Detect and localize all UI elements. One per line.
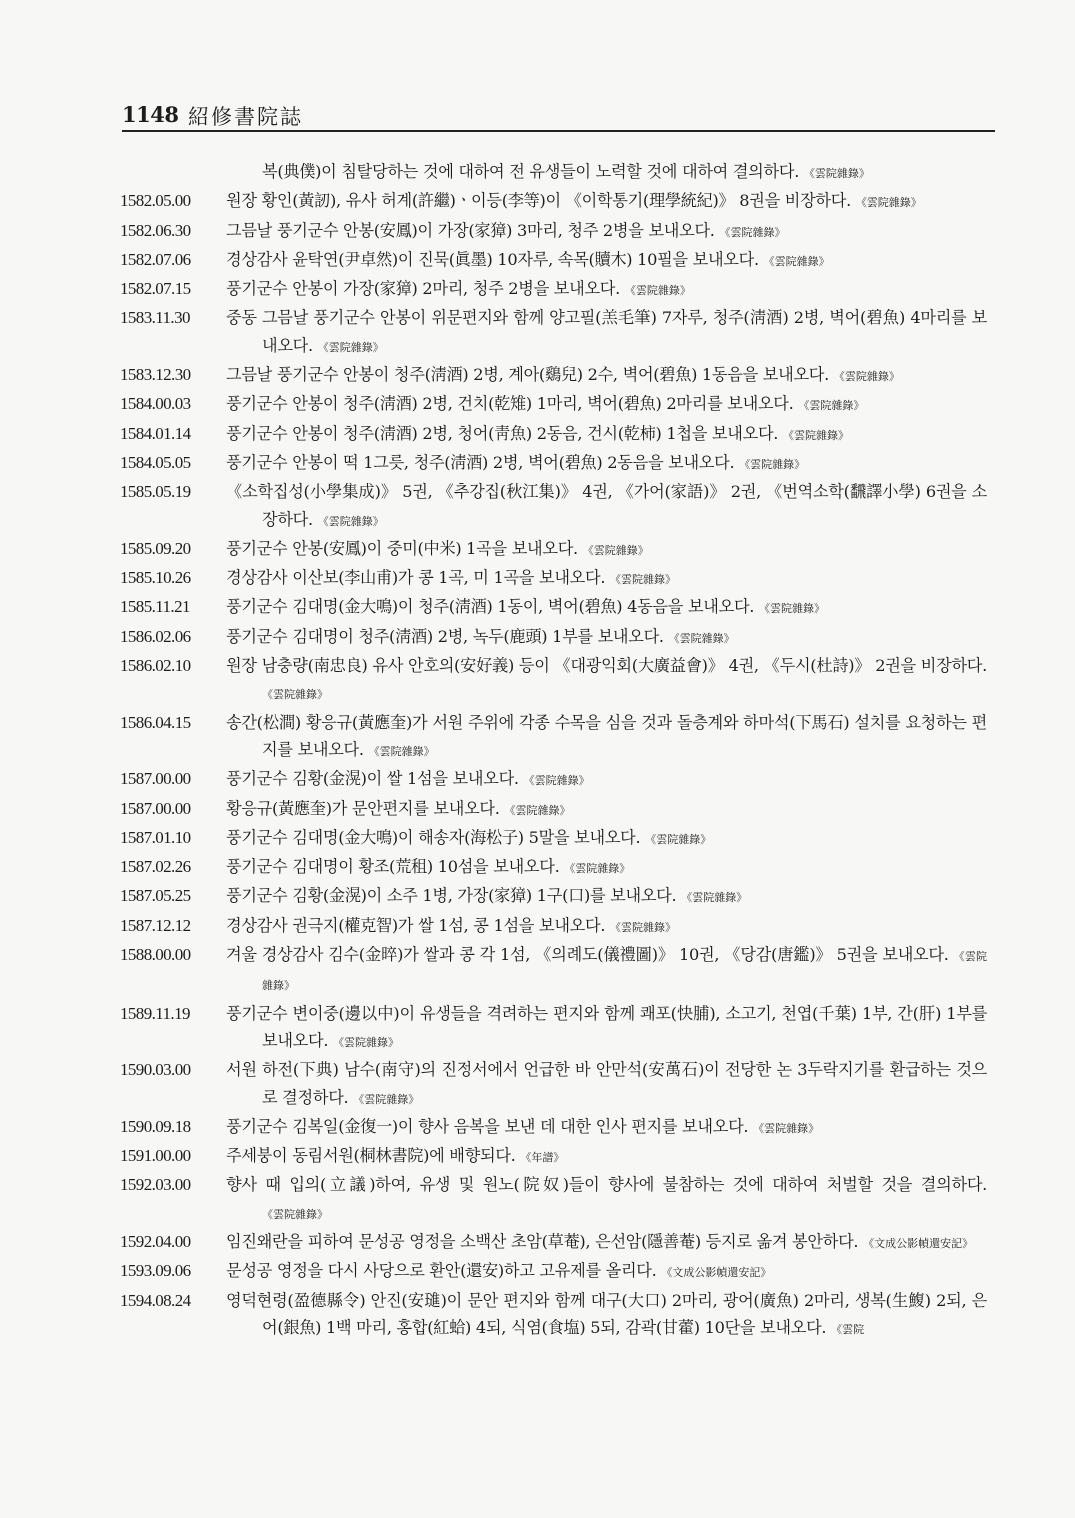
- entry-text: 풍기군수 김황(金滉)이 쌀 1섬을 보내오다.: [226, 769, 519, 789]
- entry-source: 《雲院雜錄》: [624, 284, 691, 298]
- entry-text: 원장 황인(黃訒), 유사 허계(許繼)ㆍ이등(李等)이 《이학통기(理學統紀)》 8권을 비장하다.: [226, 191, 851, 211]
- entry-text-block: [226, 217, 987, 246]
- entry-text-block: [226, 912, 987, 941]
- chronology-entry: [0, 390, 1075, 419]
- entry-source: 《雲院雜錄》: [798, 399, 865, 413]
- chronology-entry: [0, 1228, 1075, 1257]
- chronology-entry: [0, 593, 1075, 622]
- entry-source: 《雲院雜錄》: [582, 543, 649, 557]
- chronology-entry: [0, 853, 1075, 882]
- entry-date: 1587.05.25: [120, 886, 191, 906]
- entry-source: 《文成公影幀還安記》: [863, 1236, 974, 1250]
- entry-source: 《雲院雜錄》: [803, 167, 870, 180]
- entry-source: 《雲院雜錄》: [833, 370, 900, 384]
- chronology-entry: [0, 1142, 1075, 1171]
- entry-date: 1589.11.19: [120, 1003, 190, 1023]
- entry-date: 1587.12.12: [120, 915, 191, 935]
- chronology-entry: [0, 824, 1075, 853]
- entry-source: 《雲院雜錄》: [262, 1207, 328, 1221]
- entry-text-block: [226, 535, 987, 564]
- entry-date: 1583.12.30: [120, 365, 191, 385]
- chronology-entry: [0, 795, 1075, 824]
- entry-date: 1585.09.20: [120, 538, 191, 558]
- entry-date: 1584.00.03: [120, 394, 191, 414]
- entry-date: 1586.04.15: [120, 712, 191, 732]
- entry-text-block: [226, 941, 988, 1000]
- entry-source: 《雲院: [831, 1322, 865, 1336]
- entry-text: 복(典僕)이 침탈당하는 것에 대하여 전 유생들이 노력할 것에 대하여 결의하다.: [262, 162, 800, 181]
- entry-source: 《文成公影幀還安記》: [661, 1266, 772, 1280]
- chronology-list: [0, 158, 1075, 1343]
- entry-source: 《年譜》: [520, 1151, 565, 1165]
- entry-source: 《雲院雜錄》: [610, 920, 677, 934]
- entry-text: 《소학집성(小學集成)》 5권, 《추강집(秋江集)》 4권, 《가어(家語)》 2권, 《번역소학(飜譯小學) 6권을 소장하다.: [226, 482, 987, 529]
- header-rule: [122, 130, 995, 132]
- entry-text: 풍기군수 안봉이 떡 1그릇, 청주(淸酒) 2병, 벽어(碧魚) 2동음을 보내오다.: [226, 452, 735, 472]
- entry-text-block: [226, 1113, 987, 1142]
- chronology-entry: [0, 1257, 1075, 1286]
- entry-date: 1587.00.00: [120, 769, 191, 789]
- chronology-entry: [0, 535, 1075, 564]
- entry-date: 1582.07.06: [120, 249, 191, 269]
- chronology-entry: [0, 912, 1075, 941]
- chronology-entry: [0, 217, 1075, 246]
- entry-text: 원장 남충량(南忠良) 유사 안호의(安好義) 등이 《대광익회(大廣益會)》 4권, 《두시(杜詩)》 2권을 비장하다.: [226, 656, 987, 676]
- chronology-entry: [0, 652, 1075, 709]
- chronology-entry: [0, 564, 1075, 593]
- entry-text-block: [262, 158, 987, 187]
- entry-text: 황응규(黃應奎)가 문안편지를 보내오다.: [226, 798, 500, 818]
- chronology-entry: [0, 449, 1075, 478]
- entry-date: 1586.02.10: [120, 656, 191, 676]
- entry-text: 풍기군수 김복일(金復一)이 향사 음복을 보낸 데 대한 인사 편지를 보내오다.: [226, 1116, 749, 1136]
- entry-text: 중동 그믐날 풍기군수 안봉이 위문편지와 함께 양고필(羔毛筆) 7자루, 청주(淸酒) 2병, 벽어(碧魚) 4마리를 보내오다.: [226, 308, 987, 355]
- entry-text-block: [226, 1142, 987, 1171]
- entry-source: 《雲院雜錄》: [262, 950, 988, 993]
- entry-source: 《雲院雜錄》: [333, 1035, 400, 1049]
- entry-date: 1584.05.05: [120, 452, 191, 472]
- entry-text-block: [226, 564, 987, 593]
- entry-text: 경상감사 윤탁연(尹卓然)이 진묵(眞墨) 10자루, 속목(贖木) 10필을 보내오다.: [226, 249, 759, 269]
- entry-source: 《雲院雜錄》: [262, 688, 328, 702]
- entry-source: 《雲院雜錄》: [759, 602, 826, 616]
- entry-date: 1588.00.00: [120, 945, 191, 965]
- entry-date: 1582.05.00: [120, 191, 191, 211]
- entry-text: 풍기군수 안봉이 가장(家獐) 2마리, 청주 2병을 보내오다.: [226, 279, 620, 299]
- entry-text: 송간(松澗) 황응규(黃應奎)가 서원 주위에 각종 수목을 심을 것과 돌층계와 하마석(下馬石) 설치를 요청하는 편지를 보내오다.: [226, 712, 987, 759]
- entry-text-block: [226, 449, 987, 478]
- chronology-entry: [0, 765, 1075, 794]
- entry-text: 겨울 경상감사 김수(金晬)가 쌀과 콩 각 1섬, 《의례도(儀禮圖)》 10권, 《당감(唐鑑)》 5권을 보내오다.: [226, 945, 949, 965]
- entry-date: 1582.07.15: [120, 279, 191, 299]
- entry-text: 풍기군수 김대명(金大鳴)이 청주(淸酒) 1동이, 벽어(碧魚) 4동음을 보내오다.: [226, 597, 755, 617]
- entry-source: 《雲院雜錄》: [668, 631, 735, 645]
- entry-source: 《雲院雜錄》: [564, 862, 631, 876]
- entry-text-block: [226, 1000, 987, 1057]
- entry-text: 경상감사 권극지(權克智)가 쌀 1섬, 콩 1섬을 보내오다.: [226, 915, 606, 935]
- chronology-entry: [0, 623, 1075, 652]
- chronology-entry: [0, 275, 1075, 304]
- entry-source: 《雲院雜錄》: [783, 428, 849, 442]
- entry-date: 1585.11.21: [120, 597, 190, 617]
- entry-date: 1592.03.00: [120, 1175, 191, 1195]
- chronology-entry: [0, 478, 1075, 535]
- page-number: 1148: [122, 102, 179, 127]
- entry-text-block: [226, 795, 987, 824]
- entry-source: 《雲院雜錄》: [753, 1121, 820, 1135]
- entry-text: 풍기군수 김대명(金大鳴)이 해송자(海松子) 5말을 보내오다.: [226, 827, 641, 847]
- entry-source: 《雲院雜錄》: [504, 803, 571, 817]
- entry-text-block: [226, 1171, 987, 1228]
- entry-date: 1586.02.06: [120, 626, 191, 646]
- entry-text-block: [226, 709, 987, 766]
- entry-text: 영덕현령(盈德縣令) 안진(安璡)이 문안 편지와 함께 대구(大口) 2마리, 광어(廣魚) 2마리, 생복(生鰒) 2되, 은어(銀魚) 1백 마리, 홍합(紅蛤) 4되, 식염(食塩) 5되, 감곽(甘藿) 10단을 보내오다.: [226, 1290, 987, 1337]
- entry-source: 《雲院雜錄》: [523, 774, 590, 788]
- entry-text: 풍기군수 변이중(邊以中)이 유생들을 격려하는 편지와 함께 쾌포(快脯), 소고기, 천엽(千葉) 1부, 간(肝) 1부를 보내오다.: [226, 1003, 987, 1050]
- entry-text: 풍기군수 안봉이 청주(淸酒) 2병, 청어(靑魚) 2동음, 건시(乾柿) 1첩을 보내오다.: [226, 423, 779, 443]
- entry-date: 1587.02.26: [120, 857, 191, 877]
- chronology-entry: [0, 304, 1075, 361]
- entry-source: 《雲院雜錄》: [645, 832, 712, 846]
- entry-source: 《雲院雜錄》: [763, 254, 830, 268]
- chronology-entry: [0, 187, 1075, 216]
- entry-date: 1584.01.14: [120, 423, 191, 443]
- entry-text: 향사 때 입의(立議)하여, 유생 및 원노(院奴)들이 향사에 불참하는 것에 대하여 처벌할 것을 결의하다.: [226, 1175, 987, 1195]
- entry-date: 1590.03.00: [120, 1060, 191, 1080]
- chronology-entry: [0, 1113, 1075, 1142]
- entry-source: 《雲院雜錄》: [317, 514, 384, 528]
- entry-text: 주세붕이 동림서원(桐林書院)에 배향되다.: [226, 1146, 516, 1166]
- entry-source: 《雲院雜錄》: [739, 457, 806, 471]
- entry-text-block: [226, 187, 987, 216]
- entry-source: 《雲院雜錄》: [368, 744, 435, 758]
- chronology-entry: [0, 1171, 1075, 1228]
- chronology-entry: [0, 420, 1075, 449]
- book-title: 紹修書院誌: [188, 105, 303, 129]
- chronology-entry: [0, 1000, 1075, 1057]
- entry-text-block: [226, 1257, 987, 1286]
- entry-text-block: [226, 1056, 987, 1113]
- entry-text: 임진왜란을 피하여 문성공 영정을 소백산 초암(草菴), 은선암(隱善菴) 등지로 옮겨 봉안하다.: [226, 1231, 859, 1251]
- entry-text-block: [226, 853, 987, 882]
- entry-text-block: [226, 246, 987, 275]
- entry-text: 풍기군수 김황(金滉)이 소주 1병, 가장(家獐) 1구(口)를 보내오다.: [226, 886, 677, 906]
- entry-source: 《雲院雜錄》: [681, 891, 748, 905]
- entry-text-block: [226, 420, 987, 449]
- chronology-entry: [0, 361, 1075, 390]
- entry-text-block: [226, 361, 987, 390]
- entry-text: 그믐날 풍기군수 안봉이 청주(淸酒) 2병, 계아(鷄兒) 2수, 벽어(碧魚) 1동음을 보내오다.: [226, 365, 829, 385]
- entry-text-block: [226, 623, 987, 652]
- entry-text-block: [226, 304, 987, 361]
- chronology-entry: [0, 709, 1075, 766]
- entry-text: 그믐날 풍기군수 안봉(安鳳)이 가장(家獐) 3마리, 청주 2병을 보내오다.: [226, 220, 715, 240]
- entry-text-block: [226, 824, 987, 853]
- entry-source: 《雲院雜錄》: [317, 340, 384, 354]
- entry-text-block: [226, 1287, 987, 1344]
- entry-date: 1590.09.18: [120, 1116, 191, 1136]
- entry-text-block: [226, 765, 987, 794]
- entry-date: 1585.05.19: [120, 482, 191, 502]
- chronology-entry: [0, 246, 1075, 275]
- chronology-entry: [0, 1287, 1075, 1344]
- entry-source: 《雲院雜錄》: [855, 196, 922, 210]
- entry-date: 1591.00.00: [120, 1146, 191, 1166]
- entry-text: 문성공 영정을 다시 사당으로 환안(還安)하고 고유제를 올리다.: [226, 1261, 657, 1281]
- entry-date: 1592.04.00: [120, 1231, 191, 1251]
- entry-text-block: [226, 478, 987, 535]
- chronology-entry: [0, 941, 1075, 1000]
- chronology-entry: [0, 158, 1075, 187]
- entry-source: 《雲院雜錄》: [353, 1092, 420, 1106]
- entry-date: 1587.00.00: [120, 798, 191, 818]
- entry-date: 1593.09.06: [120, 1261, 191, 1281]
- entry-text: 풍기군수 안봉(安鳳)이 중미(中米) 1곡을 보내오다.: [226, 538, 578, 558]
- chronology-entry: [0, 882, 1075, 911]
- entry-text-block: [226, 390, 987, 419]
- chronology-entry: [0, 1056, 1075, 1113]
- entry-text: 풍기군수 안봉이 청주(淸酒) 2병, 건치(乾雉) 1마리, 벽어(碧魚) 2마리를 보내오다.: [226, 394, 794, 414]
- entry-text-block: [226, 882, 987, 911]
- entry-source: 《雲院雜錄》: [610, 573, 677, 587]
- entry-date: 1582.06.30: [120, 220, 191, 240]
- entry-text-block: [226, 652, 987, 709]
- entry-text-block: [226, 1228, 987, 1257]
- entry-date: 1585.10.26: [120, 568, 191, 588]
- entry-date: 1594.08.24: [120, 1290, 191, 1310]
- entry-text: 경상감사 이산보(李山甫)가 콩 1곡, 미 1곡을 보내오다.: [226, 568, 606, 588]
- entry-date: 1583.11.30: [120, 308, 190, 328]
- entry-date: 1587.01.10: [120, 827, 191, 847]
- entry-text: 풍기군수 김대명이 황조(荒租) 10섬을 보내오다.: [226, 857, 560, 877]
- entry-text: 풍기군수 김대명이 청주(淸酒) 2병, 녹두(鹿頭) 1부를 보내오다.: [226, 626, 664, 646]
- entry-text-block: [226, 593, 987, 622]
- entry-text: 서원 하전(下典) 남수(南守)의 진정서에서 언급한 바 안만석(安萬石)이 전당한 논 3두락지기를 환급하는 것으로 결정하다.: [226, 1060, 987, 1107]
- page-header: [122, 100, 995, 134]
- entry-source: 《雲院雜錄》: [719, 225, 786, 239]
- entry-text-block: [226, 275, 987, 304]
